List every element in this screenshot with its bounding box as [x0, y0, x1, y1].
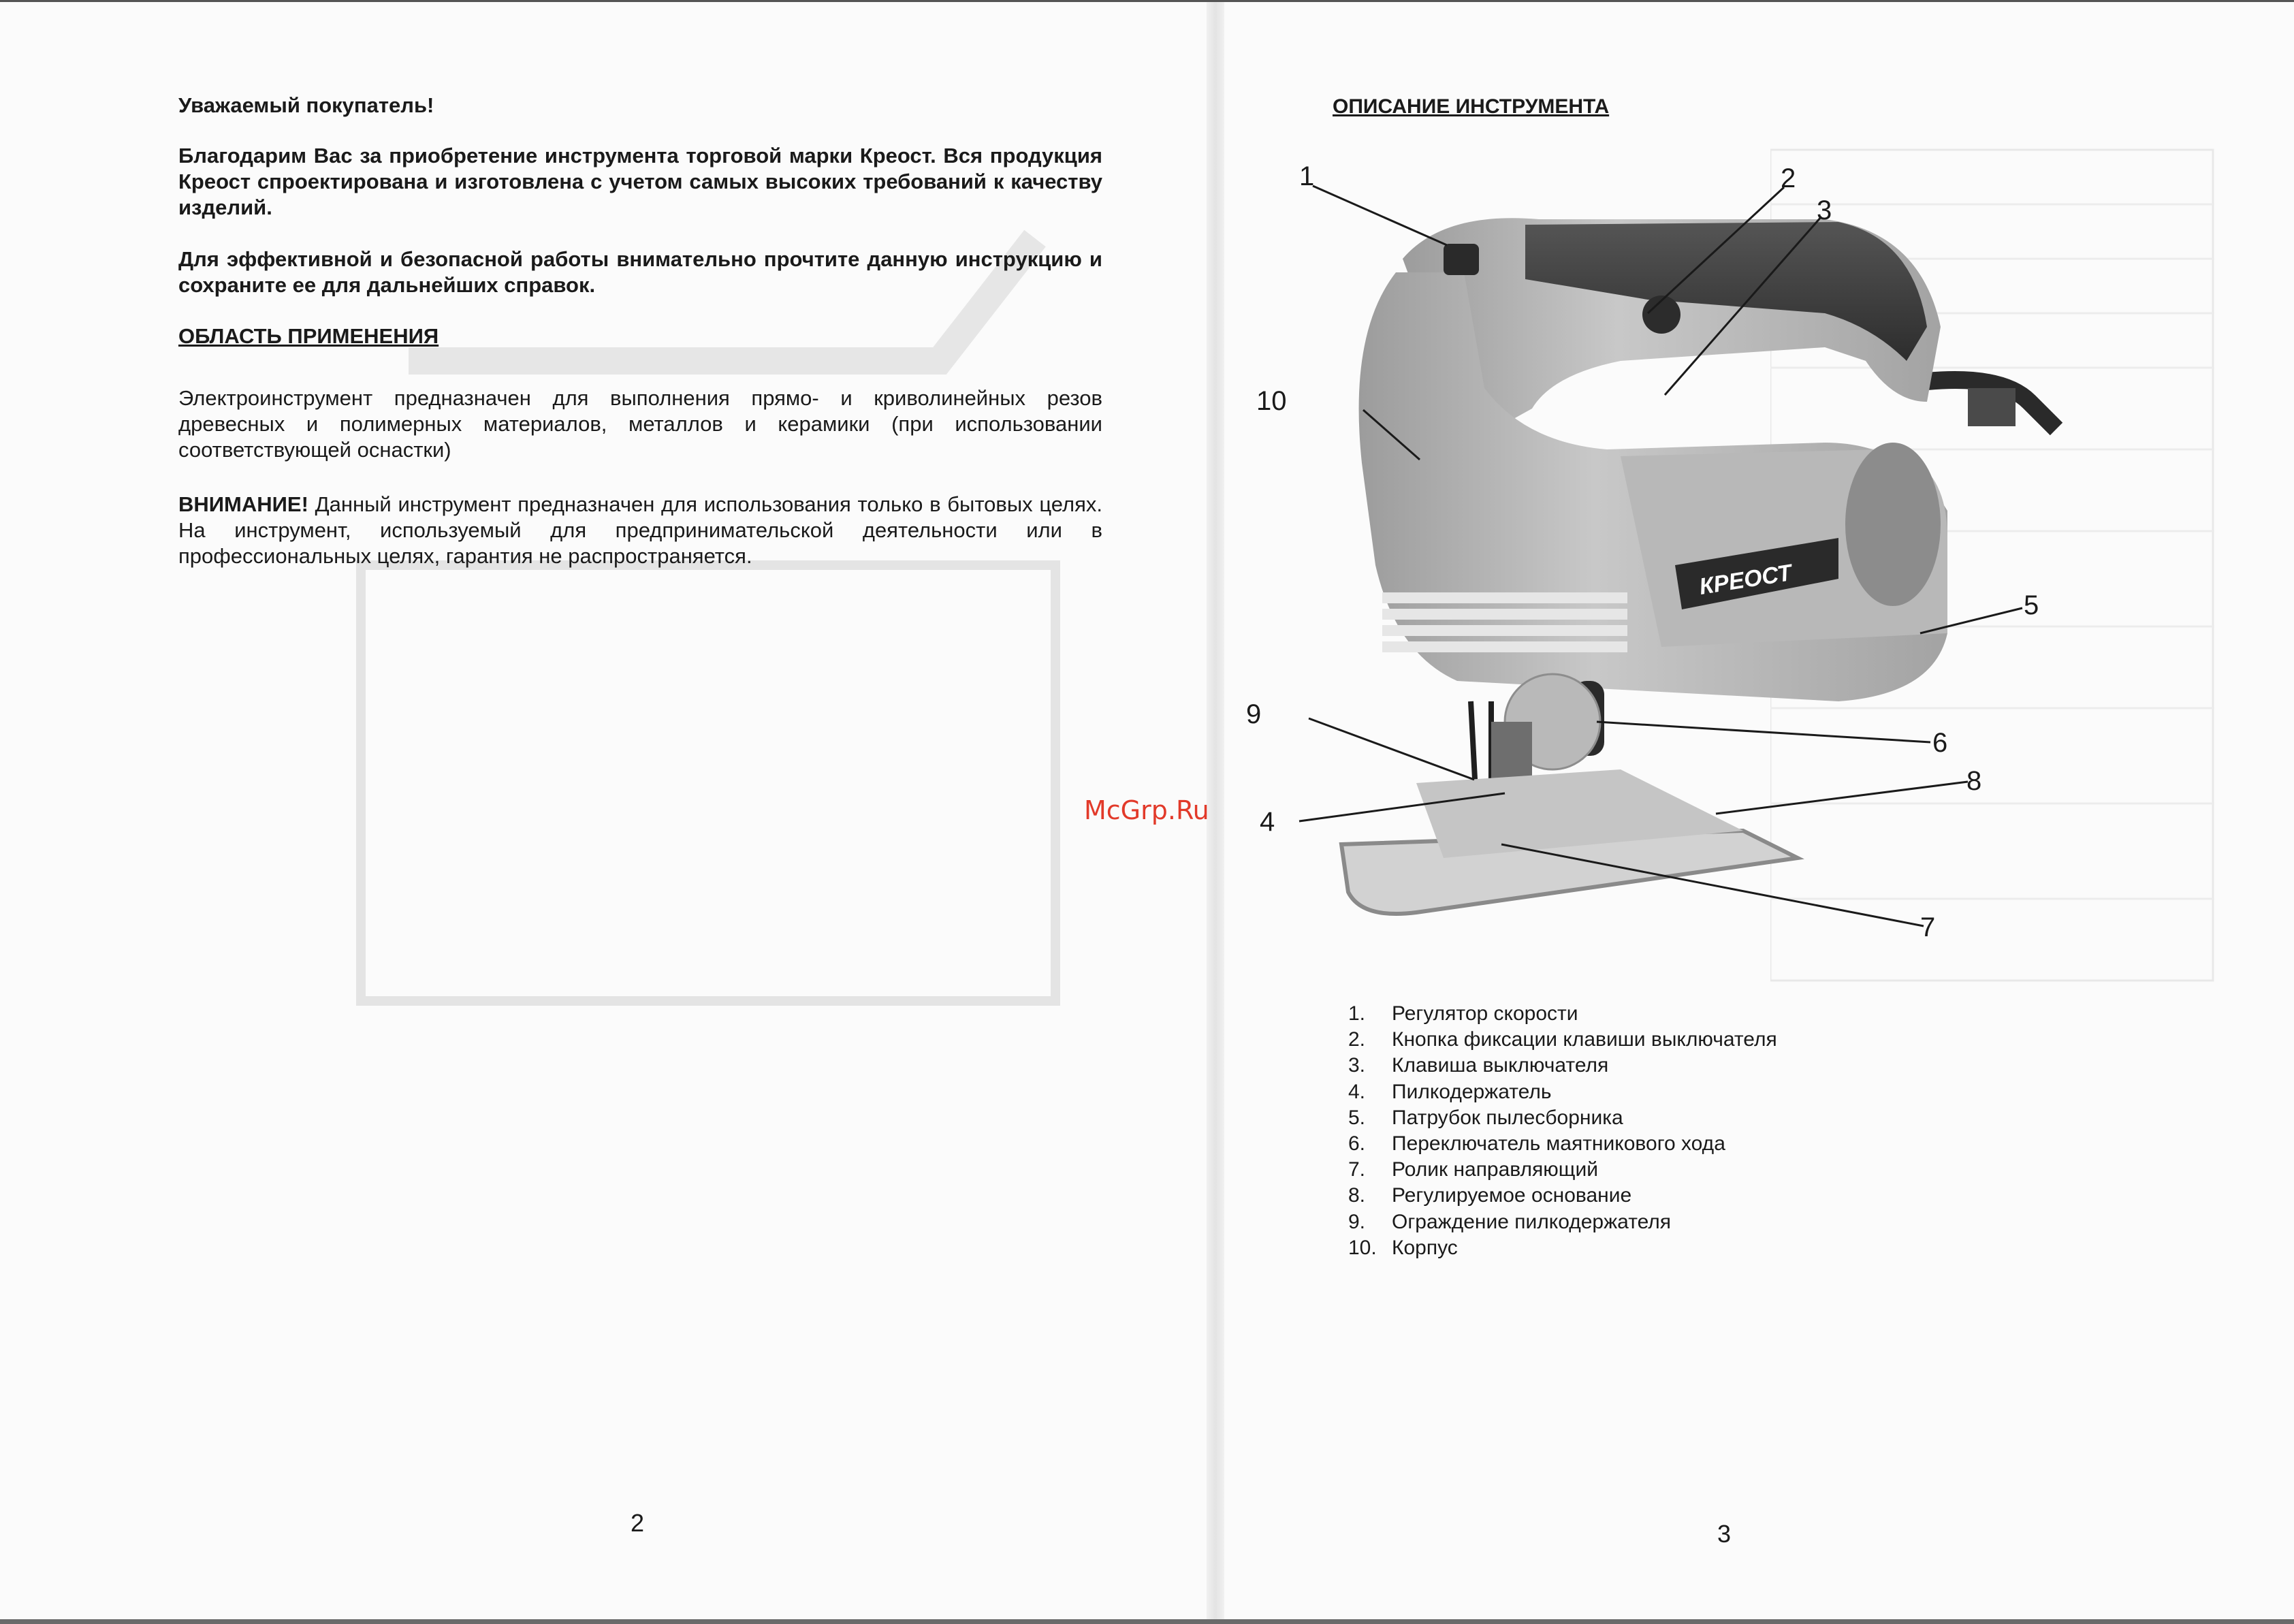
part-label: Регулируемое основание — [1392, 1184, 1632, 1207]
watermark: McGrp.Ru — [1084, 795, 1209, 825]
greeting: Уважаемый покупатель! — [178, 93, 434, 117]
callout-1: 1 — [1299, 161, 1315, 191]
speed-dial — [1444, 244, 1479, 275]
description-heading: ОПИСАНИЕ ИНСТРУМЕНТА — [1333, 95, 1610, 118]
list-item — [1348, 1157, 1777, 1183]
cord-plug — [1968, 388, 2016, 426]
part-number: 10. — [1348, 1236, 1377, 1259]
list-item — [1348, 1235, 1777, 1261]
scope-paragraph: Электроинструмент предназначен для выполнения прямо- и криволинейных резов древесных и полимерных материалов, металлов и керамики (при использовании соответствующей оснастки) — [178, 386, 1102, 462]
part-number: 6. — [1348, 1132, 1366, 1156]
thanks-paragraph: Благодарим Вас за приобретение инструмента торговой марки Креост. Вся продукция Креост спроектирована и изготовлена с учетом самых высоких требований к качеству изделий. — [178, 144, 1102, 219]
list-item — [1348, 1131, 1777, 1157]
list-item — [1348, 1053, 1777, 1079]
callout-9: 9 — [1246, 699, 1262, 729]
top-edge — [0, 0, 2294, 2]
warning-label: ВНИМАНИЕ! — [178, 492, 308, 516]
list-item — [1348, 1183, 1777, 1209]
callout-8: 8 — [1966, 766, 1982, 796]
brand-logo: КРЕОСТ — [1697, 560, 1794, 601]
callout-5: 5 — [2024, 590, 2039, 620]
part-number: 8. — [1348, 1184, 1366, 1207]
parts-list — [1348, 1001, 1777, 1261]
list-item — [1348, 1001, 1777, 1027]
part-label: Регулятор скорости — [1392, 1002, 1578, 1025]
part-number: 4. — [1348, 1080, 1366, 1103]
blade-holder — [1491, 722, 1532, 783]
part-label: Пилкодержатель — [1392, 1080, 1552, 1103]
part-label: Переключатель маятникового хода — [1392, 1132, 1725, 1156]
part-number: 3. — [1348, 1054, 1366, 1077]
jigsaw-diagram — [1239, 157, 2124, 960]
callout-4: 4 — [1260, 807, 1275, 837]
callout-10: 10 — [1256, 386, 1287, 416]
part-label: Патрубок пылесборника — [1392, 1106, 1623, 1129]
callout-7: 7 — [1920, 912, 1936, 942]
part-number: 1. — [1348, 1002, 1366, 1025]
callout-2: 2 — [1781, 163, 1796, 193]
list-item — [1348, 1105, 1777, 1131]
part-number: 7. — [1348, 1158, 1366, 1181]
scope-heading: ОБЛАСТЬ ПРИМЕНЕНИЯ — [178, 324, 439, 348]
part-number: 9. — [1348, 1210, 1366, 1233]
motor-vent — [1845, 443, 1941, 606]
page-number-left: 2 — [631, 1509, 645, 1537]
bottom-edge — [0, 1619, 2294, 1624]
part-label: Ролик направляющий — [1392, 1158, 1599, 1181]
part-number: 2. — [1348, 1028, 1366, 1051]
callout-3: 3 — [1817, 195, 1832, 225]
book-spine — [1207, 0, 1224, 1624]
part-label: Кнопка фиксации клавиши выключателя — [1392, 1028, 1777, 1051]
part-label: Корпус — [1392, 1236, 1458, 1259]
page-number-right: 3 — [1717, 1520, 1732, 1548]
callout-6: 6 — [1932, 728, 1948, 758]
read-manual-paragraph: Для эффективной и безопасной работы внимательно прочтите данную инструкцию и сохраните ее для дальнейших справок. — [178, 247, 1102, 297]
part-label: Ограждение пилкодержателя — [1392, 1210, 1672, 1233]
list-item — [1348, 1079, 1777, 1105]
warning-paragraph — [178, 492, 1102, 569]
list-item — [1348, 1027, 1777, 1053]
list-item — [1348, 1209, 1777, 1235]
warning-text: Данный инструмент предназначен для использования только в бытовых целях. На инструмент, используемый для предпринимательской деятельности или в профессиональных целях, гарантия не распространяется. — [178, 492, 1102, 568]
part-label: Клавиша выключателя — [1392, 1054, 1609, 1077]
part-number: 5. — [1348, 1106, 1366, 1129]
